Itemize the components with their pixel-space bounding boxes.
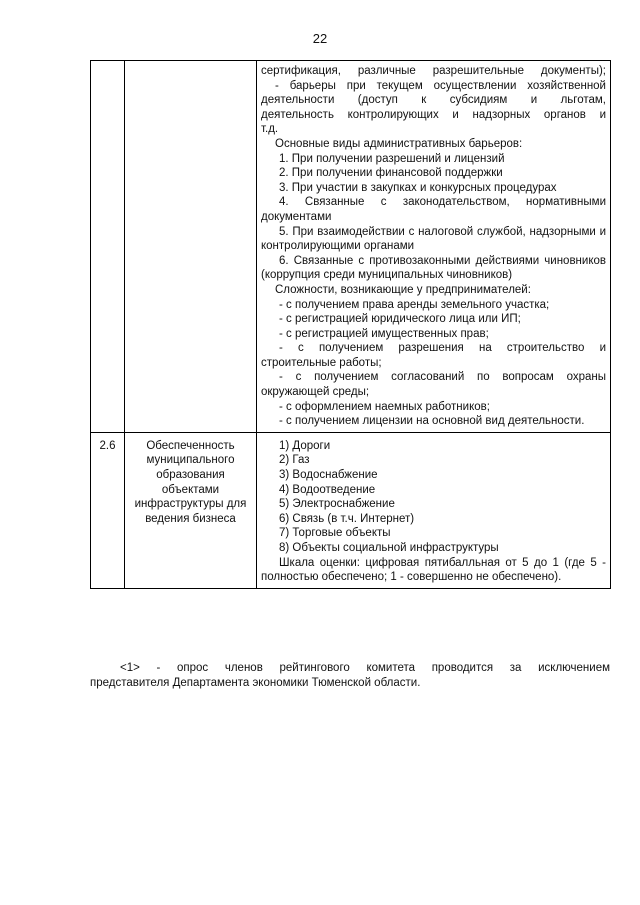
- footnote-line: <1> - опрос членов рейтингового комитета проводится за исключением: [120, 662, 610, 674]
- difficulty-item: - с получением разрешения на строительство и строительные работы;: [261, 342, 606, 369]
- difficulty-item: - с получением согласований по вопросам охраны окружающей среды;: [261, 371, 606, 399]
- difficulty-item: - с получением права аренды земельного участка;: [279, 298, 550, 311]
- footnote-line: представителя Департамента экономики Тюменской области.: [90, 677, 421, 689]
- criteria-table: [90, 60, 611, 589]
- row-content-cell: [257, 432, 611, 588]
- text-line: сертификация, различные разрешительные документы);: [261, 65, 606, 77]
- infrastructure-item: 8) Объекты социальной инфраструктуры: [279, 542, 499, 554]
- infrastructure-item: 7) Торговые объекты: [279, 527, 391, 540]
- row-content-cell: [257, 61, 611, 433]
- barrier-item: 5. При взаимодействии с налоговой службой, надзорными и контролирующими органами: [261, 225, 606, 253]
- row-number-cell: 2.6: [91, 432, 125, 588]
- row-label-cell: [125, 61, 257, 433]
- infrastructure-item: 1) Дороги: [279, 439, 331, 452]
- infrastructure-item: 2) Газ: [279, 454, 310, 467]
- footnote: [90, 661, 610, 691]
- rating-scale-text: Шкала оценки: цифровая пятибалльная от 5 до 1 (где 5 - полностью обеспечено; 1 - совершенно не обеспечено).: [261, 556, 606, 584]
- row-number-cell: [91, 61, 125, 433]
- difficulty-item: - с оформлением наемных работников;: [279, 400, 490, 413]
- page-number: 22: [312, 31, 328, 46]
- text-line: т.д.: [261, 123, 279, 136]
- text-line: - барьеры при текущем осуществлении хозяйственной: [275, 79, 606, 92]
- row-label-cell: Обеспеченность муниципального образования объектами инфраструктуры для ведения бизнеса: [125, 432, 257, 588]
- text-line: деятельность контролирующих и надзорных органов и: [261, 108, 606, 121]
- table-row-2-6: [91, 432, 611, 588]
- difficulty-item: - с регистрацией юридического лица или ИП;: [279, 313, 521, 326]
- infrastructure-item: 4) Водоотведение: [279, 483, 376, 496]
- difficulties-heading: Сложности, возникающие у предпринимателей:: [275, 283, 531, 296]
- table-row-continued: [91, 61, 611, 433]
- barrier-item: 6. Связанные с противозаконными действиями чиновников (коррупция среди муниципальных чиновников): [261, 254, 606, 282]
- text-line: деятельности (доступ к субсидиям и льготам,: [261, 94, 606, 107]
- barrier-item: 2. При получении финансовой поддержки: [279, 167, 503, 180]
- infrastructure-item: 3) Водоснабжение: [279, 469, 378, 482]
- barriers-heading: Основные виды административных барьеров:: [275, 137, 523, 150]
- barrier-item: 3. При участии в закупках и конкурсных процедурах: [279, 181, 557, 194]
- difficulty-item: - с регистрацией имущественных прав;: [279, 327, 489, 340]
- infrastructure-item: 5) Электроснабжение: [279, 498, 395, 511]
- barrier-item: 4. Связанные с законодательством, нормативными документами: [261, 196, 606, 223]
- infrastructure-item: 6) Связь (в т.ч. Интернет): [279, 512, 415, 525]
- difficulty-item: - с получением лицензии на основной вид деятельности.: [279, 415, 585, 428]
- barrier-item: 1. При получении разрешений и лицензий: [279, 152, 505, 165]
